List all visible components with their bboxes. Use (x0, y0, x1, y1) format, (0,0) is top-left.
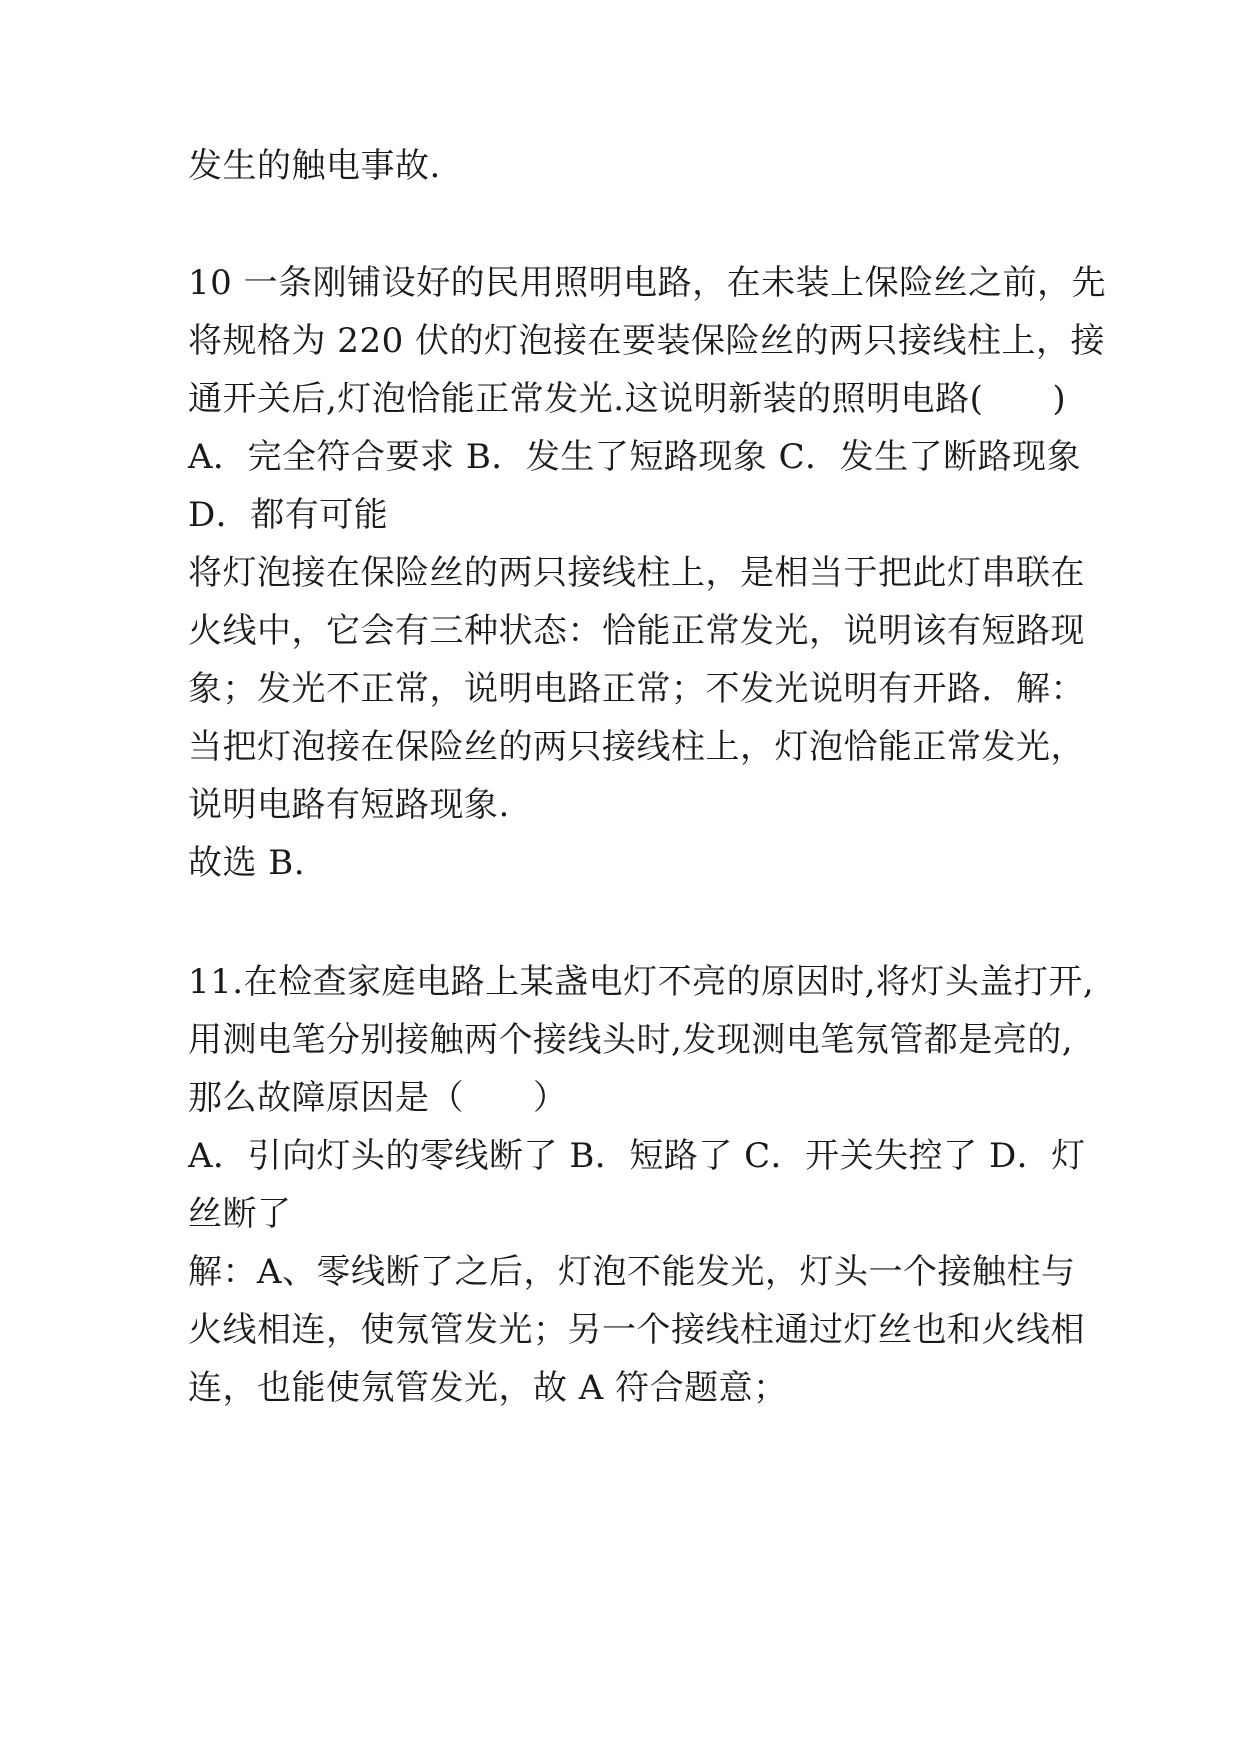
q10-question-line: 10 一条刚铺设好的民用照明电路，在未装上保险丝之前，先 (188, 263, 1107, 303)
q11-solution-line: 解：A、零线断了之后，灯泡不能发光，灯头一个接触柱与 (188, 1252, 1076, 1292)
q10-analysis-line: 火线中，它会有三种状态：恰能正常发光，说明该有短路现 (188, 611, 1085, 651)
q10-analysis-line: 将灯泡接在保险丝的两只接线柱上，是相当于把此灯串联在 (188, 553, 1085, 593)
q10-analysis-line: 象；发光不正常，说明电路正常；不发光说明有开路．解： (188, 669, 1085, 709)
q11-question-line: 那么故障原因是（ ） (188, 1078, 568, 1118)
q10-question-line: 通开关后,灯泡恰能正常发光.这说明新装的照明电路( ) (188, 379, 1067, 419)
q11-solution-line: 连，也能使氖管发光，故 A 符合题意； (188, 1368, 788, 1408)
q10-answer: 故选 B. (188, 843, 306, 883)
q11-question-line: 11.在检查家庭电路上某盏电灯不亮的原因时,将灯头盖打开, (188, 962, 1095, 1002)
q10-option-line: A．完全符合要求 B．发生了短路现象 C．发生了断路现象 (188, 437, 1082, 477)
q11-option-line: A．引向灯头的零线断了 B．短路了 C．开关失控了 D．灯 (188, 1136, 1086, 1176)
q11-question-line: 用测电笔分别接触两个接线头时,发现测电笔氖管都是亮的, (188, 1020, 1074, 1060)
q10-analysis-line: 当把灯泡接在保险丝的两只接线柱上，灯泡恰能正常发光， (188, 727, 1085, 767)
q10-option-line: D．都有可能 (188, 495, 389, 535)
q10-analysis-line: 说明电路有短路现象. (188, 785, 510, 825)
q10-question-line: 将规格为 220 伏的灯泡接在要装保险丝的两只接线柱上，接 (188, 321, 1106, 361)
q11-solution-line: 火线相连，使氖管发光；另一个接线柱通过灯丝也和火线相 (188, 1310, 1085, 1350)
q11-option-line: 丝断了 (188, 1194, 292, 1234)
intro-line: 发生的触电事故. (188, 146, 441, 186)
